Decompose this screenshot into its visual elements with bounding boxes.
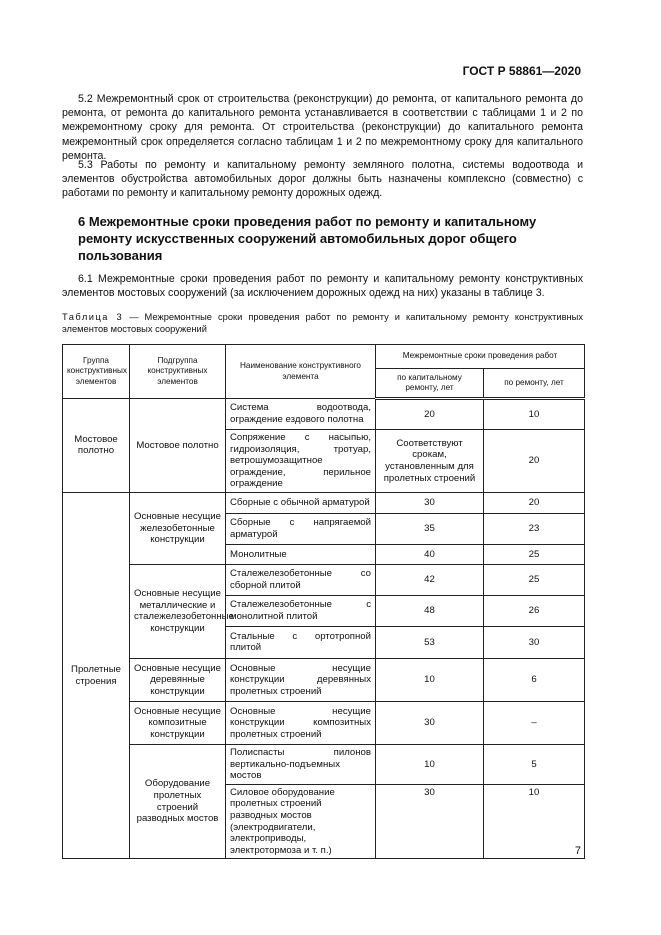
- subgroup-cell: Мостовое полотно: [130, 399, 226, 493]
- header-element-name: Наименование конструктивного элемента: [226, 345, 376, 399]
- header-subgroup: Подгруппа конструктивных элементов: [130, 345, 226, 399]
- subgroup-cell: Основные несущие металлические и сталежелезобетонные конструкции: [130, 564, 226, 658]
- group-cell: Пролетные строения: [63, 492, 130, 858]
- repair-term-cell: 10: [484, 399, 585, 430]
- element-name-cell: Полиспасты пилонов вертикально-подъемных мостов: [226, 744, 376, 784]
- header-repair: по ремонту, лет: [484, 369, 585, 399]
- capital-term-cell: 10: [376, 744, 484, 784]
- repair-term-cell: 5: [484, 744, 585, 784]
- capital-term-cell: 35: [376, 513, 484, 544]
- repair-term-cell: 20: [484, 492, 585, 513]
- element-name-cell: Основные несущие конструкции деревянных пролетных строений: [226, 658, 376, 701]
- table-row: [63, 492, 585, 513]
- repair-term-cell: 6: [484, 658, 585, 701]
- table-row: [63, 701, 585, 744]
- table-row: [63, 399, 585, 430]
- element-name-cell: Сборные с напрягаемой арматурой: [226, 513, 376, 544]
- header-group: Группа конструктивных элементов: [63, 345, 130, 399]
- capital-term-cell: 42: [376, 564, 484, 595]
- element-name-cell: Стальные с ортотропной плитой: [226, 626, 376, 658]
- element-name-cell: Система водоотвода, ограждение ездового полотна: [226, 399, 376, 430]
- element-name-cell: Сталежелезобетонные с монолитной плитой: [226, 595, 376, 626]
- table-caption-text: — Межремонтные сроки проведения работ по ремонту и капитальному ремонту конструктивных элементов мостовых сооружений: [62, 312, 583, 334]
- table-caption-label: Таблица 3: [62, 312, 124, 322]
- element-name-cell: Сборные с обычной арматурой: [226, 492, 376, 513]
- capital-term-cell: 30: [376, 701, 484, 744]
- repair-term-cell: 25: [484, 564, 585, 595]
- capital-term-cell: 20: [376, 399, 484, 430]
- paragraph-5-2: 5.2 Межремонтный срок от строительства (реконструкции) до ремонта, от капитального ремонта до ремонта, от ремонта до капитального ремонта устанавливается в соответствии с таблицами 1 и 2 по межремонтному сроку для ремонта. От строительства (реконструкции) до капитального ремонта межремонтный срок определяется согласно таблицам 1 и 2 по межремонтному сроку для капитального ремонта.: [62, 93, 583, 162]
- capital-term-cell: 30: [376, 784, 484, 859]
- element-name-cell: Сталежелезобетонные со сборной плитой: [226, 564, 376, 595]
- paragraph-6-1: 6.1 Межремонтные сроки проведения работ по ремонту и капитальному ремонту конструктивных элементов мостовых сооружений (за исключением дорожных одежд на них) указаны в таблице 3.: [62, 273, 583, 300]
- repair-term-cell: 23: [484, 513, 585, 544]
- repair-term-cell: 25: [484, 544, 585, 564]
- subgroup-cell: Оборудование пролетных строений разводных мостов: [130, 744, 226, 858]
- table-3: [62, 344, 585, 859]
- element-name-cell: Основные несущие конструкции композитных пролетных строений: [226, 701, 376, 744]
- element-name-cell: Монолитные: [226, 544, 376, 564]
- paragraph-5-3: 5.3 Работы по ремонту и капитальному ремонту земляного полотна, системы водоотвода и элементов обустройства автомобильных дорог должны быть назначены комплексно (совместно) с работами по ремонту и капитальному ремонту дорожных одежд.: [62, 159, 583, 200]
- capital-term-cell: 40: [376, 544, 484, 564]
- repair-term-cell: 20: [484, 430, 585, 493]
- repair-term-cell: 30: [484, 626, 585, 658]
- header-capital-repair: по капитальному ремонту, лет: [376, 369, 484, 399]
- table-row: [63, 564, 585, 595]
- capital-term-cell: Соответствуют срокам, установленным для пролетных строений: [376, 430, 484, 493]
- table-row: [63, 658, 585, 701]
- page-number: 7: [574, 845, 581, 857]
- subgroup-cell: Основные несущие железобетонные конструкции: [130, 492, 226, 564]
- subgroup-cell: Основные несущие деревянные конструкции: [130, 658, 226, 701]
- table-row: [63, 744, 585, 784]
- capital-term-cell: 53: [376, 626, 484, 658]
- element-name-cell: Силовое оборудование пролетных строений разводных мостов (электродвигатели, электроприводы, электротормоза и т. п.): [226, 784, 376, 859]
- repair-term-cell: –: [484, 701, 585, 744]
- repair-term-cell: 10: [484, 784, 585, 859]
- capital-term-cell: 48: [376, 595, 484, 626]
- group-cell: Мостовое полотно: [63, 399, 130, 493]
- section-6-heading: 6 Межремонтные сроки проведения работ по ремонту и капитальному ремонту искусственных сооружений автомобильных дорог общего пользования: [78, 214, 537, 263]
- repair-term-cell: 26: [484, 595, 585, 626]
- subgroup-cell: Основные несущие композитные конструкции: [130, 701, 226, 744]
- table-caption: [62, 312, 583, 335]
- document-code: ГОСТ Р 58861—2020: [462, 64, 581, 78]
- header-terms: Межремонтные сроки проведения работ: [376, 345, 585, 369]
- capital-term-cell: 10: [376, 658, 484, 701]
- element-name-cell: Сопряжение с насыпью, гидроизоляция, тротуар, ветрошумозащитное ограждение, перильное ограждение: [226, 430, 376, 493]
- capital-term-cell: 30: [376, 492, 484, 513]
